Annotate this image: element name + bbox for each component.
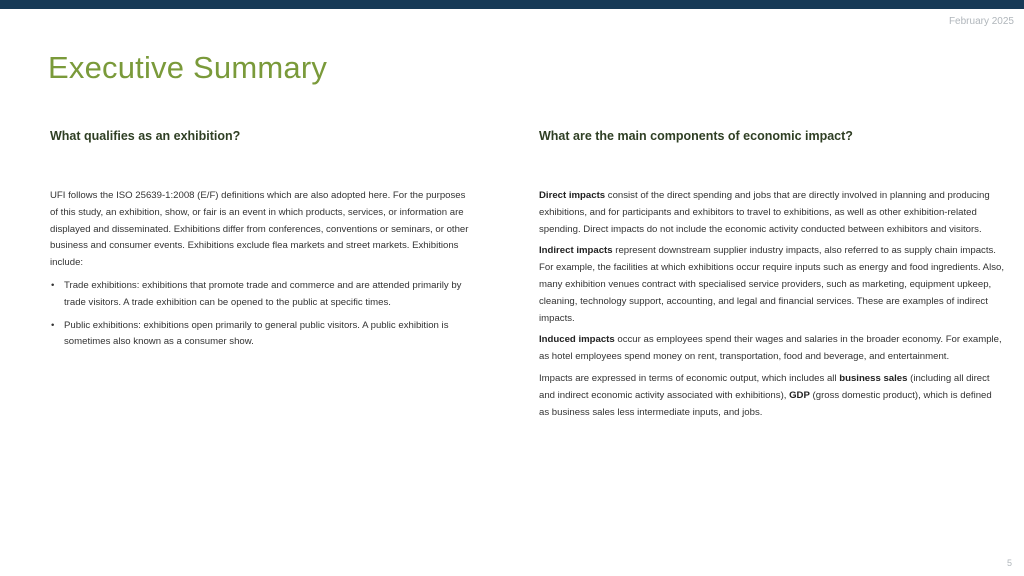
impact-measures-text-3: (gross domestic product), which is defined as business sales less intermediate inputs, and jobs. bbox=[539, 389, 992, 418]
bullet-text-trade: Trade exhibitions: exhibitions that promote trade and commerce and are attended primarily by trade visitors. A trade exhibition can be opened to the public at specific times. bbox=[64, 279, 462, 308]
indirect-impacts-text: represent downstream supplier industry impacts, also referred to as supply chain impacts. For example, the facilities at which exhibitions occur require inputs such as energy and food ingredients. Also, many exhibition venues contract with specialised service providers, such as marketing, equipment upkeep, cleaning, technology support, accounting, and legal and financial services. These are examples of indirect impacts. bbox=[539, 245, 1005, 324]
impact-measures-text-1: Impacts are expressed in terms of economic output, which includes all bbox=[539, 372, 840, 384]
bullet-marker: • bbox=[51, 279, 55, 291]
induced-impacts-text: occur as employees spend their wages and salaries in the broader economy. For example, as hotel employees spend money on rent, transportation, food and beverage, and entertainment. bbox=[539, 334, 1002, 363]
impact-measures-paragraph bbox=[539, 371, 1004, 421]
economic-impact-section bbox=[539, 129, 1004, 426]
gdp-term: GDP bbox=[789, 389, 810, 401]
exhibition-intro-paragraph: UFI follows the ISO 25639-1:2008 (E/F) definitions which are also adopted here. For the purposes of this study, an exhibition, show, or fair is an event in which products, services, or information are displayed and disseminated. Exhibitions differ from conferences, conventions or seminars, or other business and consumer events. Exhibitions exclude flea markets and street markets. Exhibitions include: bbox=[50, 190, 469, 269]
page-number: 5 bbox=[1006, 558, 1012, 568]
impact-measures-text-2: (including all direct and indirect economic activity associated with exhibitions), bbox=[539, 372, 990, 401]
report-date: February 2025 bbox=[948, 16, 1014, 27]
business-sales-term: business sales bbox=[839, 372, 908, 384]
indirect-impacts-term: Indirect impacts bbox=[539, 245, 613, 257]
list-item bbox=[50, 278, 470, 312]
section-heading-economic-impact: What are the main components of economic impact? bbox=[539, 129, 853, 143]
bullet-marker: • bbox=[51, 319, 55, 331]
bullet-text-public: Public exhibitions: exhibitions open primarily to general public visitors. A public exhibition is sometimes also known as a consumer show. bbox=[64, 319, 449, 348]
exhibition-definition-section bbox=[50, 129, 470, 357]
list-item bbox=[50, 318, 470, 352]
section-heading-exhibition: What qualifies as an exhibition? bbox=[50, 129, 241, 143]
exhibition-types-list bbox=[50, 278, 470, 351]
induced-impacts-paragraph bbox=[539, 332, 1004, 366]
top-accent-bar bbox=[0, 0, 1024, 9]
induced-impacts-term: Induced impacts bbox=[539, 334, 615, 346]
direct-impacts-term: Direct impacts bbox=[539, 190, 606, 201]
direct-impacts-text: consist of the direct spending and jobs that are directly involved in planning and producing exhibitions, and for participants and exhibitors to travel to exhibitions, as well as other exhibition-related spending. Direct impacts do not include the economic activity conducted between exhibitors and visitors. bbox=[539, 190, 990, 235]
indirect-impacts-paragraph bbox=[539, 243, 1004, 327]
page-title: Executive Summary bbox=[48, 50, 328, 85]
direct-impacts-paragraph bbox=[539, 188, 1004, 238]
